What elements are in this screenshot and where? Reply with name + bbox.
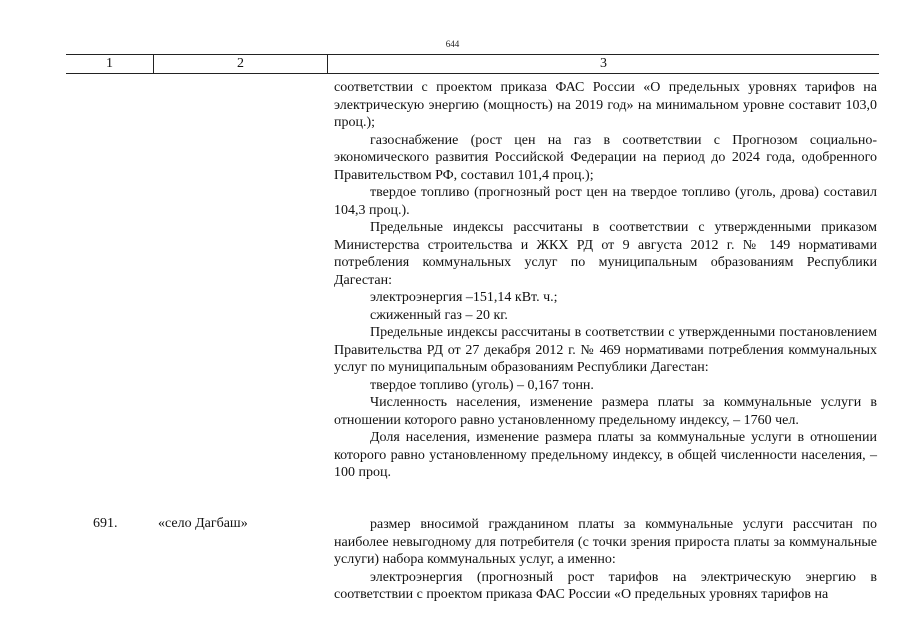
paragraph: газоснабжение (рост цен на газ в соответствии с Прогнозом социально-экономического развития Российской Федерации на период до 2024 года, одобренного Правительством РФ, составил 101,4 проц.); (334, 132, 877, 183)
continued-text-block (334, 79, 877, 482)
page-number: 644 (445, 39, 460, 49)
paragraph: Численность населения, изменение размера платы за коммунальные услуги в отношении которого равно установленному предельному индексу, – 1760 чел. (334, 395, 877, 428)
paragraph: твердое топливо (прогнозный рост цен на твердое топливо (уголь, дрова) составил 104,3 проц.). (334, 185, 877, 218)
paragraph: Доля населения, изменение размера платы за коммунальные услуги в отношении которого равно установленному предельному индексу, в общей численности населения, – 100 проц. (334, 430, 877, 480)
table-header-row (66, 54, 879, 74)
column-header-1: 1 (66, 55, 154, 73)
paragraph: размер вносимой гражданином платы за коммунальные услуги рассчитан по наиболее невыгодному для потребителя (с точки зрения прироста платы за коммунальные услуги) набора коммунальных услуг, а именно: (334, 517, 877, 567)
paragraph: Предельные индексы рассчитаны в соответствии с утвержденными постановлением Правительства РД от 27 декабря 2012 г. № 469 нормативами потребления коммунальных услуг по муниципальным образованиям Республики Дагестан: (334, 325, 877, 375)
paragraph: соответствии с проектом приказа ФАС России «О предельных уровнях тарифов на электрическую энергию (мощность) на 2019 год» на минимальном уровне составит 103,0 проц.); (334, 80, 877, 130)
settlement-name: «село Дагбаш» (158, 516, 248, 531)
row-number: 691. (93, 516, 118, 531)
column-header-2: 2 (154, 55, 328, 73)
paragraph: электроэнергия (прогнозный рост тарифов на электрическую энергию в соответствии с проектом приказа ФАС России «О предельных уровнях тарифов на (334, 569, 877, 602)
paragraph: Предельные индексы рассчитаны в соответствии с утвержденными приказом Министерства строительства и ЖКХ РД от 9 августа 2012 г. № 149 нормативами потребления коммунальных услуг по муниципальным образованиям Республики Дагестан: (334, 220, 877, 288)
paragraph: электроэнергия –151,14 кВт. ч.; (370, 290, 558, 305)
row-691-text-block (334, 516, 877, 604)
column-header-3: 3 (600, 56, 607, 71)
paragraph: твердое топливо (уголь) – 0,167 тонн. (370, 377, 594, 393)
paragraph: сжиженный газ – 20 кг. (370, 307, 508, 323)
